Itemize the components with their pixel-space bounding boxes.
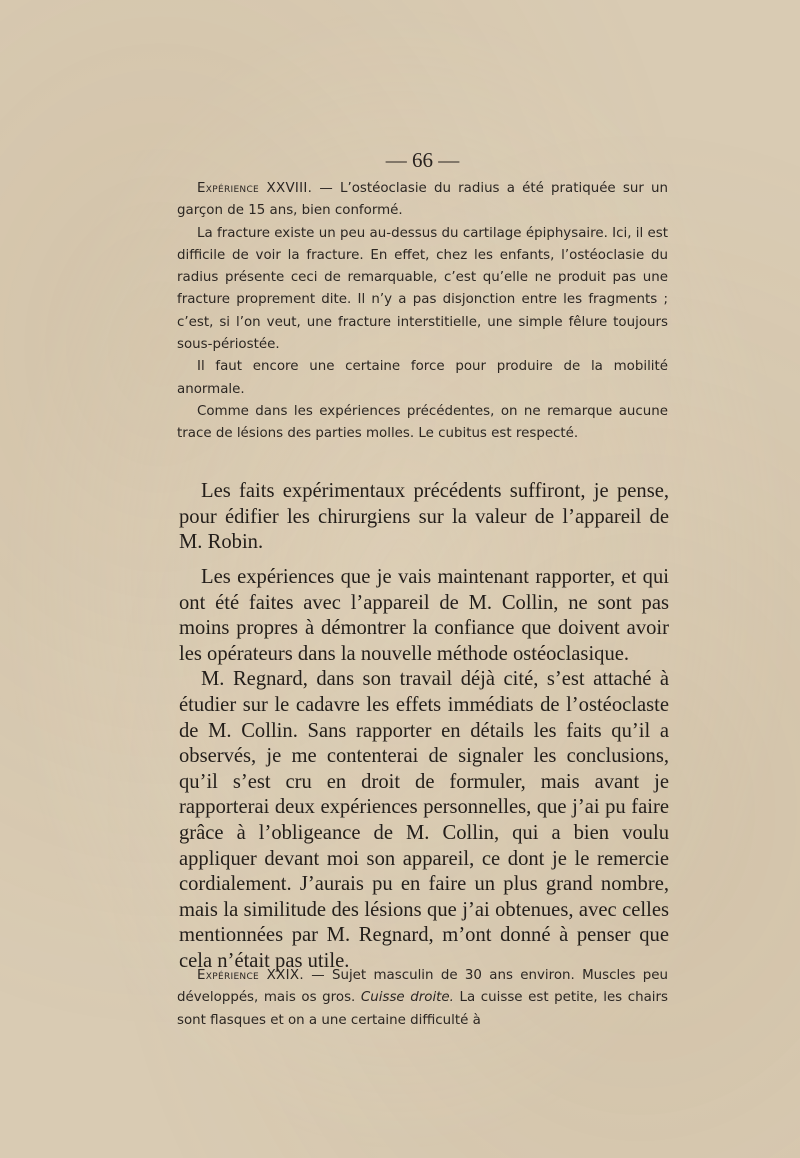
experiment-29-block (177, 965, 668, 1032)
experiment-29-label: Expérience XXIX. (197, 968, 304, 983)
experiment-29-italic: Cuisse droite. (360, 990, 454, 1006)
experiment-29-paragraph (177, 965, 668, 1032)
experiment-28-intro (177, 178, 668, 223)
body-paragraph-1: Les faits expérimentaux précédents suffiront, je pense, pour édifier les chirurgiens sur la valeur de l’appareil de M. Robin. (179, 480, 669, 554)
body-paragraph-2: Les expériences que je vais maintenant rapporter, et qui ont été faites avec l’appareil de M. Collin, ne sont pas moins propres à démontrer la confiance que doivent avoir les opérateurs dans la nouvelle méthode ostéoclasique. (179, 566, 669, 665)
experiment-29-text-b: La cuisse est petite, les chairs sont flasques et on a une certaine difficulté à (177, 990, 669, 1028)
experiment-28-paragraph-2: La fracture existe un peu au-dessus du cartilage épiphysaire. Ici, il est difficile de voir la fracture. En effet, chez les enfants, l’ostéoclasie du radius présente ceci de remarquable, c’est qu’elle ne produit pas une fracture proprement dite. Il n’y a pas disjonction entre les fragments ; c’est, si l’on veut, une fracture interstitielle, une simple fêlure toujours sous-périostée. (177, 225, 668, 353)
page-number: — 66 — (385, 148, 460, 172)
experiment-29-text-a: — Sujet masculin de 30 ans environ. Muscles peu développés, mais os gros. (177, 968, 668, 1006)
experiment-28-label: Expérience XXVIII. (197, 181, 313, 196)
experiment-28-paragraph-4: Comme dans les expériences précédentes, on ne remarque aucune trace de lésions des parties molles. Le cubitus est respecté. (177, 403, 668, 442)
body-paragraphs-block (179, 565, 669, 975)
experiment-28-text: — L’ostéoclasie du radius a été pratiquée sur un garçon de 15 ans, bien conformé. (177, 181, 668, 219)
experiment-28-block (177, 178, 668, 446)
body-paragraph-3: M. Regnard, dans son travail déjà cité, s’est attaché à étudier sur le cadavre les effets immédiats de l’ostéoclaste de M. Collin. Sans rapporter en détails les faits qu’il a observés, je me contenterai de signaler les conclusions, qu’il s’est cru en droit de formuler, mais avant je rapporterai deux expériences personnelles, que j’ai pu faire grâce à l’obligeance de M. Collin, qui a bien voulu appliquer devant moi son appareil, ce dont je le remercie cordialement. J’aurais pu en faire un plus grand nombre, mais la similitude des lésions que j’ai obtenues, avec celles mentionnées par M. Regnard, m’ont donné à penser que cela n’était pas utile. (179, 668, 669, 972)
experiment-28-paragraph-3: Il faut encore une certaine force pour produire de la mobilité anormale. (177, 359, 668, 397)
body-paragraph-1-block (179, 479, 669, 556)
